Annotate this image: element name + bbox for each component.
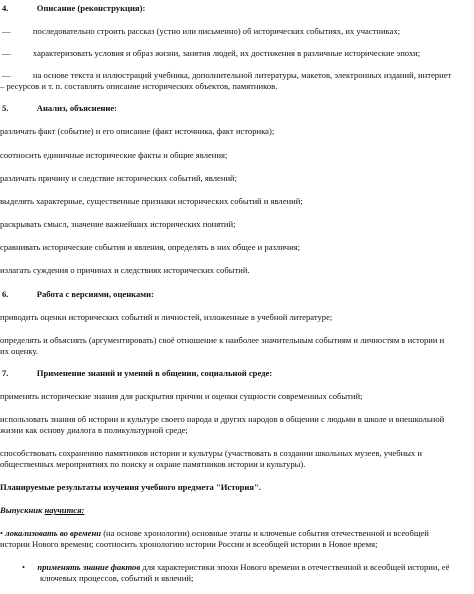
bullet-emphasis: локализовать во времени xyxy=(5,528,102,538)
section-6-heading xyxy=(2,289,154,300)
paragraph-continuation: общественных мероприятиях по поиску и охране памятников истории и культуры). xyxy=(0,459,306,469)
paragraph: приводить оценки исторических событий и личностей, изложенные в учебной литературе; xyxy=(0,312,333,322)
dash-item-continuation: – ресурсов и т. п. составлять описание исторических объектов, памятников. xyxy=(0,81,278,91)
paragraph: определять и объяснять (аргументировать) своё отношение к наиболее значительным событиям и личностям в истории и xyxy=(0,335,445,345)
paragraph: сравнивать исторические события и явления, определять в них общее и различия; xyxy=(0,242,301,252)
learner-will-learn: научится: xyxy=(44,505,85,515)
paragraph: применять исторические знания для раскрытия причин и оценки сущности современных событий; xyxy=(0,391,363,401)
bullet-item: • применять знание фактов для характеристики эпохи Нового времени в отечественной и всеобщей истории, её xyxy=(22,562,450,572)
paragraph: излагать суждения о причинах и следствиях исторических событий. xyxy=(0,265,250,275)
bullet-continuation: ключевых процессов, событий и явлений; xyxy=(40,573,194,583)
bullet-continuation: истории Нового времени; соотносить хронологию истории России и всеобщей истории в Новое время; xyxy=(0,539,378,549)
section-title: Работа с версиями, оценками: xyxy=(36,289,154,299)
bullet-dot: • xyxy=(22,562,26,572)
paragraph: использовать знания об истории и культуре своего народа и других народов в общении с людьми в школе и внешкольной xyxy=(0,414,445,424)
dash-item: — на основе текста и иллюстраций учебника, дополнительной литературы, макетов, электронных изданий, интернет xyxy=(2,70,452,80)
section-4-heading xyxy=(2,3,145,14)
learner-label: Выпускник xyxy=(0,505,43,515)
paragraph: различать факт (событие) и его описание (факт источника, факт историка); xyxy=(0,126,275,136)
results-heading: Планируемые результаты изучения учебного предмета "История". xyxy=(0,482,261,492)
section-number: 6. xyxy=(2,289,9,299)
section-number: 4. xyxy=(2,3,9,13)
section-title: Применение знаний и умений в общении, социальной среде: xyxy=(36,368,273,378)
dash-item: — последовательно строить рассказ (устно или письменно) об исторических событиях, их участниках; xyxy=(2,26,401,36)
paragraph-continuation: их оценку. xyxy=(0,346,38,356)
section-number: 7. xyxy=(2,368,9,378)
paragraph: раскрывать смысл, значение важнейших исторических понятий; xyxy=(0,219,236,229)
dash-item: — характеризовать условия и образ жизни, занятия людей, их достижения в различные исторические эпохи; xyxy=(2,48,421,58)
section-7-heading xyxy=(2,368,272,379)
learner-heading xyxy=(0,505,84,516)
paragraph-continuation: жизни как основу диалога в поликультурной среде; xyxy=(0,425,188,435)
paragraph: соотносить единичные исторические факты и общие явления; xyxy=(0,150,228,160)
section-5-heading xyxy=(2,103,117,114)
paragraph: различать причину и следствие исторических событий, явлений; xyxy=(0,173,238,183)
bullet-item: • локализовать во времени (на основе хронологии) основные этапы и ключевые события отечественной и всеобщей xyxy=(0,528,429,538)
bullet-emphasis: применять знание фактов xyxy=(37,562,141,572)
bullet-dot: • xyxy=(0,528,4,538)
section-title: Описание (реконструкция): xyxy=(36,3,146,13)
section-number: 5. xyxy=(2,103,9,113)
paragraph: способствовать сохранению памятников истории и культуры (участвовать в создании школьных музеев, учебных и xyxy=(0,448,422,458)
section-title: Анализ, объяснение: xyxy=(36,103,118,113)
paragraph: выделять характерные, существенные признаки исторических событий и явлений; xyxy=(0,196,303,206)
